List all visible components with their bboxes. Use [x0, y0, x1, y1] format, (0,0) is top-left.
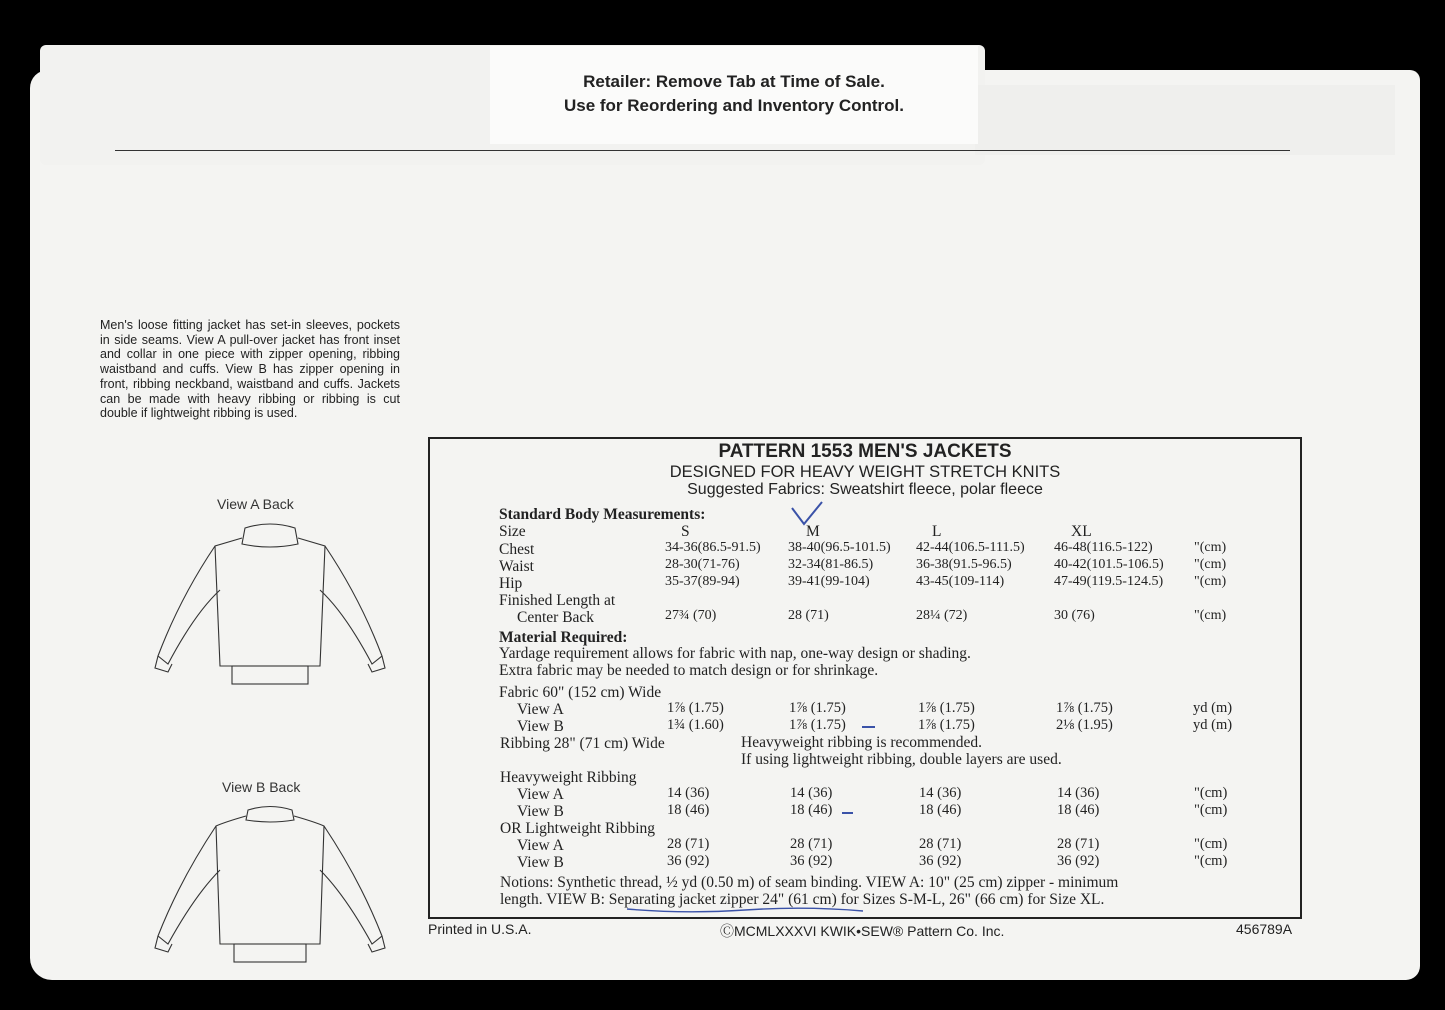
jacket-description: Men's loose fitting jacket has set-in sleeves, pockets in side seams. View A pull-over jacket has front inset and collar in one piece with zipper opening, ribbing waistband and cuffs. View B has zipper opening in front, ribbing neckband, waistband and cuffs. Jackets can be made with heavy ribbing or ribbing is cut double if lightweight ribbing is used. [100, 318, 400, 421]
envelope-flap-right [975, 85, 1395, 155]
light-ribbing-label: OR Lightweight Ribbing [500, 820, 655, 837]
waist-l: 36-38(91.5-96.5) [916, 557, 1012, 572]
fabric-view-b-unit: yd (m) [1193, 717, 1233, 733]
heavy-view-a-label: View A [517, 786, 564, 803]
light-view-b-s: 36 (92) [667, 853, 710, 869]
heavy-view-b-m: 18 (46) [790, 802, 833, 818]
chest-label: Chest [499, 541, 535, 558]
hip-unit: "(cm) [1194, 574, 1227, 589]
heavy-view-b-xl: 18 (46) [1057, 802, 1100, 818]
light-view-a-xl: 28 (71) [1057, 836, 1100, 852]
size-s: S [681, 523, 690, 540]
light-view-b-unit: "(cm) [1194, 853, 1228, 869]
hip-l: 43-45(109-114) [916, 574, 1005, 589]
fabric-label: Fabric 60" (152 cm) Wide [499, 684, 662, 701]
light-view-a-unit: "(cm) [1194, 836, 1228, 852]
tab-line-1: Retailer: Remove Tab at Time of Sale. [583, 72, 885, 91]
size-l: L [932, 523, 942, 540]
light-view-a-s: 28 (71) [667, 836, 710, 852]
fabric-view-a-label: View A [517, 701, 564, 718]
notions-line-2: length. VIEW B: Separating jacket zipper 24" (61 cm) for Sizes S-M-L, 26" (66 cm) for Size XL. [500, 891, 1105, 908]
waist-s: 28-30(71-76) [665, 557, 740, 572]
material-note-1: Yardage requirement allows for fabric with nap, one-way design or shading. [499, 645, 971, 662]
heavy-view-a-l: 14 (36) [919, 785, 962, 801]
fabric-view-b-l: 1⅞ (1.75) [918, 717, 975, 733]
light-view-b-m: 36 (92) [790, 853, 833, 869]
heavy-view-b-l: 18 (46) [919, 802, 962, 818]
product-code: 456789A [1236, 921, 1293, 937]
hip-label: Hip [499, 575, 523, 592]
hip-m: 39-41(99-104) [788, 574, 870, 589]
pattern-subtitle: DESIGNED FOR HEAVY WEIGHT STRETCH KNITS [669, 463, 1061, 481]
view-a-jacket-illustration [150, 518, 390, 690]
ribbing-label: Ribbing 28" (71 cm) Wide [500, 735, 665, 752]
length-unit: "(cm) [1194, 608, 1227, 623]
length-xl: 30 (76) [1054, 608, 1095, 623]
length-label-1: Finished Length at [499, 592, 616, 609]
length-s: 27¾ (70) [665, 608, 717, 623]
hip-s: 35-37(89-94) [665, 574, 740, 589]
length-label-2: Center Back [517, 609, 595, 626]
chest-m: 38-40(96.5-101.5) [788, 540, 891, 555]
suggested-fabrics: Suggested Fabrics: Sweatshirt fleece, polar fleece [687, 481, 1043, 498]
light-view-a-m: 28 (71) [790, 836, 833, 852]
heavy-view-b-label: View B [517, 803, 564, 820]
hip-xl: 47-49(119.5-124.5) [1054, 574, 1164, 589]
waist-xl: 40-42(101.5-106.5) [1054, 557, 1164, 572]
material-note-2: Extra fabric may be needed to match design or for shrinkage. [499, 662, 879, 679]
waist-unit: "(cm) [1194, 557, 1227, 572]
view-a-label: View A Back [217, 496, 294, 512]
fabric-view-b-xl: 2⅛ (1.95) [1056, 717, 1113, 733]
fabric-view-a-unit: yd (m) [1193, 700, 1233, 716]
view-b-jacket-illustration [150, 800, 390, 968]
light-view-a-label: View A [517, 837, 564, 854]
fabric-view-a-s: 1⅞ (1.75) [667, 700, 724, 716]
heavy-view-a-m: 14 (36) [790, 785, 833, 801]
length-l: 28¼ (72) [916, 608, 968, 623]
tab-line-2: Use for Reordering and Inventory Control. [563, 96, 905, 115]
pen-mark [842, 812, 853, 814]
heavy-view-a-xl: 14 (36) [1057, 785, 1100, 801]
heavy-view-a-s: 14 (36) [667, 785, 710, 801]
heavy-view-b-unit: "(cm) [1194, 802, 1228, 818]
notions-line-1: Notions: Synthetic thread, ½ yd (0.50 m) of seam binding. VIEW A: 10" (25 cm) zipper - minimum [500, 874, 1119, 891]
chest-s: 34-36(86.5-91.5) [665, 540, 761, 555]
size-label: Size [499, 523, 526, 540]
size-xl: XL [1071, 523, 1092, 540]
heavy-view-b-s: 18 (46) [667, 802, 710, 818]
ribbing-note-1: Heavyweight ribbing is recommended. [741, 734, 983, 751]
fabric-view-b-m: 1⅞ (1.75) [789, 717, 846, 733]
chest-xl: 46-48(116.5-122) [1054, 540, 1153, 555]
copyright: ⒸMCMLXXXVI KWIK•SEW® Pattern Co. Inc. [720, 923, 1005, 939]
light-view-b-label: View B [517, 854, 564, 871]
length-m: 28 (71) [788, 608, 829, 623]
material-heading: Material Required: [499, 629, 628, 646]
divider-line [115, 150, 1290, 151]
size-m: M [806, 523, 820, 540]
waist-label: Waist [499, 558, 534, 575]
pen-mark [862, 726, 875, 728]
view-b-label: View B Back [222, 779, 301, 795]
measurements-heading: Standard Body Measurements: [499, 506, 706, 523]
fabric-view-a-xl: 1⅞ (1.75) [1056, 700, 1113, 716]
fabric-view-a-m: 1⅞ (1.75) [789, 700, 846, 716]
light-view-b-l: 36 (92) [919, 853, 962, 869]
light-view-a-l: 28 (71) [919, 836, 962, 852]
heavy-view-a-unit: "(cm) [1194, 785, 1228, 801]
fabric-view-b-s: 1¾ (1.60) [667, 717, 724, 733]
waist-m: 32-34(81-86.5) [788, 557, 874, 572]
retailer-tab [490, 46, 978, 144]
chest-unit: "(cm) [1194, 540, 1227, 555]
fabric-view-b-label: View B [517, 718, 564, 735]
ribbing-note-2: If using lightweight ribbing, double layers are used. [741, 751, 1062, 768]
chest-l: 42-44(106.5-111.5) [916, 540, 1025, 555]
fabric-view-a-l: 1⅞ (1.75) [918, 700, 975, 716]
printed-in: Printed in U.S.A. [428, 921, 532, 937]
light-view-b-xl: 36 (92) [1057, 853, 1100, 869]
pen-underline [625, 905, 865, 915]
pattern-title: PATTERN 1553 MEN'S JACKETS [718, 441, 1012, 462]
heavy-ribbing-label: Heavyweight Ribbing [500, 769, 637, 786]
pen-checkmark [790, 500, 826, 530]
